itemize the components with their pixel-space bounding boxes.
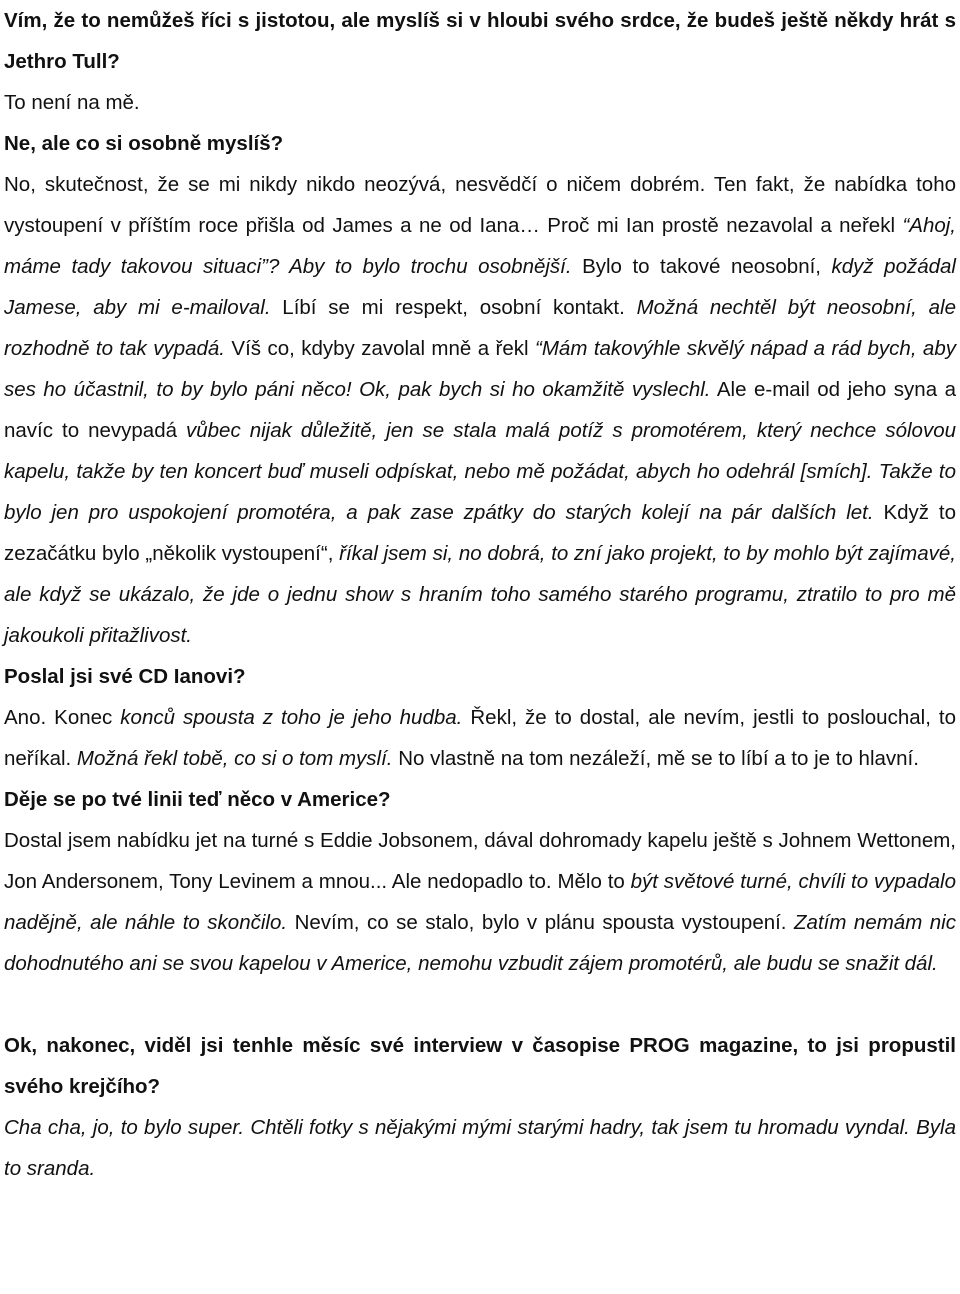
text-segment: konců spousta z toho je jeho hudba. (120, 706, 463, 729)
text-segment: No vlastně na tom nezáleží, mě se to líbí a to je to hlavní. (392, 747, 919, 770)
text-segment: Možná řekl tobě, co si o tom myslí. (76, 747, 393, 770)
text-segment: Líbí se mi respekt, osobní kontakt. (270, 296, 637, 319)
text-segment: Ale e-mail od jeho syna a navíc to nevypadá (4, 378, 957, 442)
document-page (4, 0, 956, 1189)
text-segment: vůbec nijak důležitě, jen se stala malá potíž s promotérem, který nechce sólovou kapelu, takže by ten koncert buď museli odpískat, nebo mě požádat, abych ho odehrál [smích]. Takže to bylo jen pro uspokojení promotéra, a pak zase zpátky do starých kolejí na pár dalších let. (4, 419, 956, 524)
text-segment: Víš co, kdyby zavolal mně a řekl (225, 337, 536, 360)
interview-answer (4, 697, 956, 779)
text-segment: Cha cha, jo, to bylo super. Chtěli fotky s nějakými mými starými hadry, tak jsem tu hromadu vyndal. Byla to sranda. (4, 1116, 956, 1180)
interview-answer (4, 1107, 956, 1189)
text-segment: “Ahoj, máme tady takovou situaci”? Aby to bylo trochu osobnější. (4, 214, 956, 278)
interview-question (4, 0, 956, 82)
text-segment: Děje se po tvé linii teď něco v Americe? (4, 788, 391, 811)
text-segment: říkal jsem si, no dobrá, to zní jako projekt, to by mohlo být zajímavé, ale když se ukázalo, že jde o jednu show s hraním toho samého starého programu, ztratilo to pro mě jakoukoli přitažlivost. (4, 542, 956, 647)
interview-question (4, 656, 956, 697)
text-segment: Bylo to takové neosobní, (571, 255, 832, 278)
text-segment: Ok, nakonec, viděl jsi tenhle měsíc své interview v časopise PROG magazine, to jsi propustil svého krejčího? (4, 1034, 956, 1098)
text-segment: Zatím nemám nic dohodnutého ani se svou kapelou v Americe, nemohu vzbudit zájem promotérů, ale budu se snažit dál. (4, 911, 956, 975)
text-segment: Poslal jsi své CD Ianovi? (4, 665, 246, 688)
interview-question (4, 123, 956, 164)
text-segment: No, skutečnost, že se mi nikdy nikdo neozývá, nesvědčí o ničem dobrém. Ten fakt, že nabídka toho vystoupení v příštím roce přišla od James a ne od Iana… Proč mi Ian prostě nezavolal a neřekl (4, 173, 956, 237)
text-segment: To není na mě. (4, 91, 140, 114)
text-segment: když požádal Jamese, aby mi e-mailoval. (4, 255, 956, 319)
text-segment: Ne, ale co si osobně myslíš? (4, 132, 284, 155)
text-segment: Možná nechtěl být neosobní, ale rozhodně to tak vypadá. (4, 296, 956, 360)
paragraph-spacer (4, 984, 956, 1025)
interview-answer (4, 164, 956, 656)
text-segment: Řekl, že to dostal, ale nevím, jestli to poslouchal, to neříkal. (4, 706, 956, 770)
interview-answer (4, 820, 956, 984)
interview-answer (4, 82, 956, 123)
text-segment: Ano. Konec (4, 706, 121, 729)
interview-question (4, 779, 956, 820)
text-segment: Nevím, co se stalo, bylo v plánu spousta vystoupení. (287, 911, 795, 934)
text-segment: Dostal jsem nabídku jet na turné s Eddie Jobsonem, dával dohromady kapelu ještě s Johnem Wettonem, Jon Andersonem, Tony Levinem a mnou... Ale nedopadlo to. Mělo to (4, 829, 956, 893)
text-segment: “Mám takovýhle skvělý nápad a rád bych, aby ses ho účastnil, to by bylo páni něco! Ok, pak bych si ho okamžitě vyslechl. (4, 337, 956, 401)
text-segment: Když to zezačátku bylo „několik vystoupení“, (4, 501, 956, 565)
text-segment: Vím, že to nemůžeš říci s jistotou, ale myslíš si v hloubi svého srdce, že budeš ještě někdy hrát s Jethro Tull? (4, 9, 956, 73)
text-segment: být světové turné, chvíli to vypadalo nadějně, ale náhle to skončilo. (4, 870, 956, 934)
interview-question (4, 1025, 956, 1107)
